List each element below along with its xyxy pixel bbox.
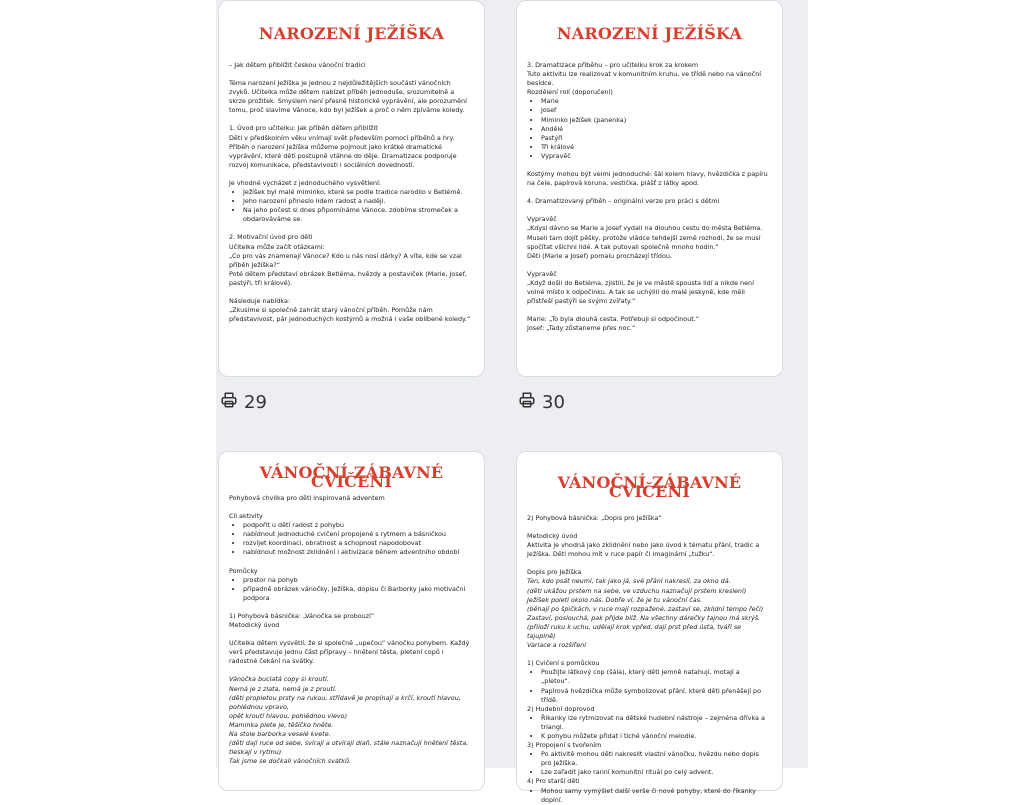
printer-icon <box>518 391 542 414</box>
paragraph: 1) Pohybová básnička: „Vánočka se probouzí“ <box>229 611 375 620</box>
list-item: • nabídnout možnost zklidnění i aktivizace během adventního období <box>243 548 472 557</box>
page-thumbnail[interactable] <box>516 451 783 804</box>
print-count[interactable] <box>220 390 267 414</box>
list-item: • Jeho narození přineslo lidem radost a naději. <box>243 197 472 206</box>
paragraph: „Co pro vás znamenají Vánoce? Kdo u nás nosí dárky? A víte, kde se vzal příběh Ježíška?“ <box>229 251 462 269</box>
paragraph: Vypravěč <box>527 269 557 278</box>
paragraph: Kostýmy mohou být velmi jednoduché: šál kolem hlavy, hvězdička z papíru na čele, papírová koruna, vestička, plášť z látky apod. <box>527 170 768 188</box>
list-item: • Lze zařadit jako ranní komunitní rituál po celý advent. <box>541 768 770 777</box>
page-title: VÁNOČNÍ ZÁBAVNÉ CVIČENÍ <box>557 473 742 502</box>
paragraph: 4. Dramatizovaný příběh – originální verze pro práci s dětmi <box>527 197 720 206</box>
verse-line: Tak jsme se dočkali vánočních svátků. <box>229 757 352 766</box>
paragraph: Děti (Marie a Josef) pomalu procházejí třídou. <box>527 251 672 260</box>
print-count-value: 29 <box>244 391 267 413</box>
paragraph-gap <box>527 188 770 197</box>
paragraph-gap <box>229 558 472 567</box>
list-item: • Pastýři <box>541 134 770 143</box>
list-item: • Papírová hvězdička může symbolizovat přání, které děti přenášejí po třídě. <box>541 687 770 705</box>
verse-line: Vánočka buclatá copy si kroutí. <box>229 675 329 684</box>
paragraph: Marie: „To byla dlouhá cesta. Potřebuji si odpočinout.“ <box>527 315 700 324</box>
list-item: • Josef <box>541 106 770 115</box>
paragraph: Dopis pro Ježíška <box>527 568 582 577</box>
page-title: NAROZENÍ JEŽÍŠKA <box>556 24 743 43</box>
paragraph: Následuje nabídka: <box>229 296 291 305</box>
list-item: • nabídnout jednoduché cvičení propojené s rytmem a básničkou <box>243 530 472 539</box>
verse-line: Ježíšek poletí okolo nás. Dobře ví, že je tu vánoční čas. <box>527 595 703 604</box>
paragraph: Je vhodné vycházet z jednoduchého vysvětlení: <box>229 178 382 187</box>
print-count-value: 30 <box>542 391 565 413</box>
paragraph-gap <box>229 170 472 179</box>
verse-line: Ten, kdo psát neumí, tak jako já, své přání nakreslí, za okno dá. <box>527 577 731 586</box>
verse-line: (děti propletou prsty na rukou, střídavě je propínají a krčí, kroutí hlavou, pohlédnou vpravo, <box>229 693 461 711</box>
paragraph: 3) Propojení s tvořením <box>527 741 602 750</box>
verse-line: (přiloží ruku k uchu, udělají krok vpřed, dají prst před ústa, tváří se tajuplně) <box>527 622 742 641</box>
paragraph: „Kdysi dávno se Marie a Josef vydali na dlouhou cestu do města Betléma. Museli tam dojít pěšky, protože vládce tehdejší země rozhodl, že se musí spočítat všichni lidé. A tak putovali společně mnoho hodin.“ <box>527 224 763 251</box>
list-item: • případně obrázek vánočky, Ježíška, dopisu či Barborky jako motivační podpora <box>243 585 472 603</box>
page-thumbnail[interactable] <box>218 451 485 791</box>
bullet-list <box>527 97 770 161</box>
paragraph-gap <box>527 161 770 170</box>
paragraph: Učitelka může začít otázkami: <box>229 242 325 251</box>
bullet-list <box>527 750 770 777</box>
paragraph: Vypravěč <box>527 215 557 224</box>
list-item: • Na jeho počest si dnes připomínáme Vánoce, zdobíme stromeček a obdarováváme se. <box>243 206 472 224</box>
paragraph: Aktivita je vhodná jako zklidnění nebo jako úvod k tématu přání, tradic a Ježíška. Děti mohou mít v ruce papír či imaginární „tužku“. <box>527 541 760 559</box>
paragraph: Poté dětem představí obrázek Betléma, hvězdy a postaviček (Marie, Josef, pastýři, tři králové). <box>229 269 467 287</box>
list-item: • Marie <box>541 97 770 106</box>
list-item: • Říkanky lze rytmizovat na dětské hudební nástroje – zejména dřívka a triangl. <box>541 714 770 732</box>
bullet-list <box>527 787 770 805</box>
paragraph: Učitelka dětem vysvětlí, že si společně „upečou“ vánočku pohybem. Každý verš představuje jednu část přípravy – hnětení těsta, pletení copů i radostné čekání na svátky. <box>229 639 470 666</box>
paragraph: Pomůcky <box>229 566 258 575</box>
list-item: • Ježíšek byl malé miminko, které se podle tradice narodilo v Betlémě. <box>243 188 472 197</box>
paragraph-gap <box>527 306 770 315</box>
list-item: • Tři králové <box>541 143 770 152</box>
verse-line: Nemá je z zlata, nemá je z proutí. <box>229 684 337 693</box>
list-item: • Použijte látkový cop (šála), který děti jemně natahují, motají a „pletou“. <box>541 668 770 686</box>
paragraph: – Jak dětem přiblížit českou vánoční tradici <box>229 61 366 69</box>
page-text <box>527 514 770 805</box>
verse-line: (běhají po špičkách, v ruce mají rozpažené, zastaví se, zklidní tempo řeči) <box>527 604 764 613</box>
list-item: • prostor na pohyb <box>243 576 472 585</box>
page-title: NAROZENÍ JEŽÍŠKA <box>258 24 445 43</box>
paragraph: Tuto aktivitu lze realizovat v komunitním kruhu, ve třídě nebo na vánoční besídce. <box>527 70 762 88</box>
page-text <box>229 494 472 766</box>
paragraph: 2) Pohybová básnička: „Dopis pro Ježíška“ <box>527 514 662 522</box>
paragraph: 2. Motivační úvod pro děti <box>229 233 313 242</box>
page-text <box>527 61 770 333</box>
paragraph: Téma narození Ježíška je jednou z nejdůležitějších součástí vánočních zvyků. Učitelka může dětem nabízet příběh jednoduše, srozumitelně a skrze prožitek. Smyslem není přesné historické vyprávění, ale porozumění tomu, proč slavíme Vánoce, kdo byl Ježíšek a proč o něm zpíváme koledy. <box>229 79 467 115</box>
paragraph-gap <box>229 288 472 297</box>
list-item: • rozvíjet koordinaci, obratnost a schopnost napodobovat <box>243 539 472 548</box>
page-text <box>229 61 472 324</box>
verse-line: (děti ukážou prstem na sebe, ve vzduchu naznačují prstem kreslení) <box>527 586 747 595</box>
page-title: VÁNOČNÍ ZÁBAVNÉ CVIČENÍ <box>259 463 444 492</box>
list-item: • Vypravěč <box>541 152 770 161</box>
paragraph-gap <box>527 650 770 659</box>
list-item: • Miminko Ježíšek (panenka) <box>541 116 770 125</box>
verse-line: Na stole barborka veselé kvete. <box>229 729 331 738</box>
paragraph: 1. Úvod pro učitelku: Jak příběh dětem přiblížit <box>229 124 378 133</box>
paragraph: Josef: „Tady zůstaneme přes noc.“ <box>527 324 636 333</box>
paragraph-gap <box>229 70 472 79</box>
paragraph: Metodický úvod <box>527 532 578 541</box>
verse-line: Zastaví, poslouchá, pak přijde blíž. Na všechny dárečky tajnou má skrýš. <box>527 613 761 622</box>
paragraph: 1) Cvičení s pomůckou <box>527 659 600 668</box>
page-thumbnail[interactable] <box>516 0 783 377</box>
verse-line: opět kroutí hlavou, pohlédnou vlevo) <box>229 711 348 720</box>
paragraph-gap <box>229 630 472 639</box>
verse-line: Variace a rozšíření <box>527 641 587 650</box>
list-item: • Po aktivitě mohou děti nakreslit vlastní vánočku, hvězdu nebo dopis pro Ježíška. <box>541 750 770 768</box>
paragraph: 4) Pro starší děti <box>527 777 580 786</box>
paragraph: Děti v předškolním věku vnímají svět především pomocí příběhů a hry. Příběh o narození Ježíška můžeme pojmout jako krátké dramatické vyprávění, které děti postupně vtáhne do děje. Dramatizace podporuje rozvoj komunikace, představivosti i sociálních dovedností. <box>229 133 457 169</box>
list-item: • podpořit u dětí radost z pohybu <box>243 521 472 530</box>
verse-line: (děti dají ruce od sebe, svírají a otvírají dlaň, stále naznačují hnětení těsta, tleskají v rytmu) <box>229 739 469 757</box>
list-item: • Mohou samy vymýšlet další verše či nové pohyby, které do říkanky dopíní. <box>541 787 770 805</box>
paragraph-gap <box>229 603 472 612</box>
list-item: • Andělé <box>541 125 770 134</box>
pages-grid <box>216 0 808 804</box>
bullet-list <box>527 668 770 704</box>
printer-icon <box>220 391 244 414</box>
paragraph: Pohybová chvilka pro děti inspirovaná adventem <box>229 494 385 502</box>
paragraph-gap <box>527 559 770 568</box>
paragraph: Cíl aktivity <box>229 512 263 521</box>
print-count[interactable] <box>518 390 565 414</box>
paragraph: Rozdělení rolí (doporučení) <box>527 88 613 97</box>
paragraph-gap <box>527 523 770 532</box>
paragraph: 3. Dramatizace příběhu – pro učitelku krok za krokem <box>527 61 699 69</box>
bullet-list <box>229 521 472 557</box>
bullet-list <box>229 188 472 224</box>
paragraph-gap <box>229 224 472 233</box>
paragraph-gap <box>527 206 770 215</box>
paragraph: „Když došli do Betléma, zjistili, že je ve městě spousta lidí a nikde není volné místo k odpočinku. A tak se uchýlili do malé jeskyně, kde měli přístřeší pastýři se svými zvířaty.“ <box>527 278 754 306</box>
verse-line: Maminka plete je, těšíčko hněte. <box>229 720 334 729</box>
paragraph-gap <box>229 666 472 675</box>
paragraph: 2) Hudební doprovod <box>527 704 595 713</box>
paragraph-gap <box>527 261 770 270</box>
paragraph-gap <box>229 503 472 512</box>
list-item: • K pohybu můžete přidat i tiché vánoční melodie. <box>541 732 770 741</box>
bullet-list <box>229 576 472 603</box>
bullet-list <box>527 714 770 741</box>
paragraph: Metodický úvod <box>229 621 280 630</box>
paragraph: „Zkusíme si společně zahrát starý vánoční příběh. Pomůže nám představivost, pár jednoduchých kostýmů a možná i vaše oblíbené koledy.“ <box>229 306 471 324</box>
page-thumbnail[interactable] <box>218 0 485 377</box>
